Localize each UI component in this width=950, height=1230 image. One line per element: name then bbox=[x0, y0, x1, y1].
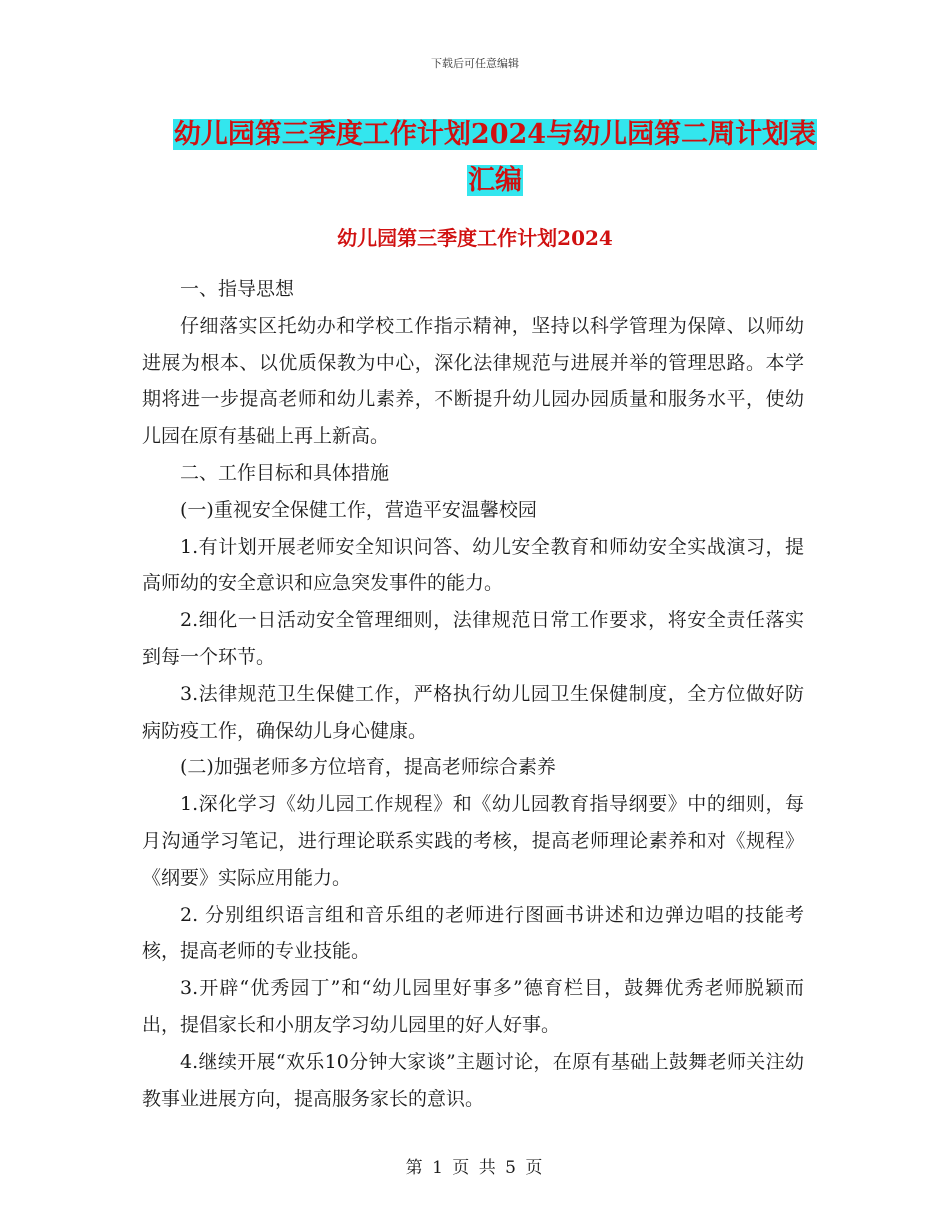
heading-goals-measures: 二、工作目标和具体措施 bbox=[180, 461, 390, 484]
document-title-line2: 汇编 bbox=[468, 165, 522, 196]
list-item: 2.细化一日活动安全管理细则，法律规范日常工作要求，将安全责任落实到每一个环节。 bbox=[142, 609, 804, 668]
document-body bbox=[142, 271, 804, 1117]
page-footer: 第 1 页 共 5 页 bbox=[405, 1158, 545, 1178]
list-item: 1.有计划开展老师安全知识问答、幼儿安全教育和师幼安全实战演习，提高师幼的安全意识和应急突发事件的能力。 bbox=[142, 535, 804, 595]
list-item: 3.法律规范卫生保健工作，严格执行幼儿园卫生保健制度，全方位做好防病防疫工作，确保幼儿身心健康。 bbox=[142, 682, 804, 742]
heading-guiding-ideology: 一、指导思想 bbox=[180, 278, 295, 300]
paragraph-guiding-ideology: 仔细落实区托幼办和学校工作指示精神，坚持以科学管理为保障、以师幼进展为根本、以优质保教为中心，深化法律规范与进展并举的管理思路。本学期将进一步提高老师和幼儿素养，不断提升幼儿园办园质量和服务水平，使幼儿园在原有基础上再上新高。 bbox=[142, 314, 804, 448]
list-item: 2. 分别组织语言组和音乐组的老师进行图画书讲述和边弹边唱的技能考核，提高老师的专业技能。 bbox=[142, 903, 804, 963]
subheading-teacher-training: (二)加强老师多方位培育，提高老师综合素养 bbox=[180, 756, 556, 779]
subheading-safety: (一)重视安全保健工作，营造平安温馨校园 bbox=[180, 498, 537, 521]
header-note: 下载后可任意编辑 bbox=[431, 57, 519, 70]
section-title: 幼儿园第三季度工作计划2024 bbox=[337, 226, 613, 250]
document-title-line1: 幼儿园第三季度工作计划2024与幼儿园第二周计划表 bbox=[173, 119, 817, 150]
list-item: 3.开辟“优秀园丁”和“幼儿园里好事多”德育栏目，鼓舞优秀老师脱颖而出，提倡家长和小朋友学习幼儿园里的好人好事。 bbox=[142, 977, 804, 1036]
list-item: 1.深化学习《幼儿园工作规程》和《幼儿园教育指导纲要》中的细则，每月沟通学习笔记，进行理论联系实践的考核，提高老师理论素养和对《规程》《纲要》实际应用能力。 bbox=[142, 793, 804, 889]
list-item: 4.继续开展“欢乐10分钟大家谈”主题讨论，在原有基础上鼓舞老师关注幼教事业进展方向，提高服务家长的意识。 bbox=[142, 1050, 804, 1110]
document-title bbox=[120, 112, 870, 204]
